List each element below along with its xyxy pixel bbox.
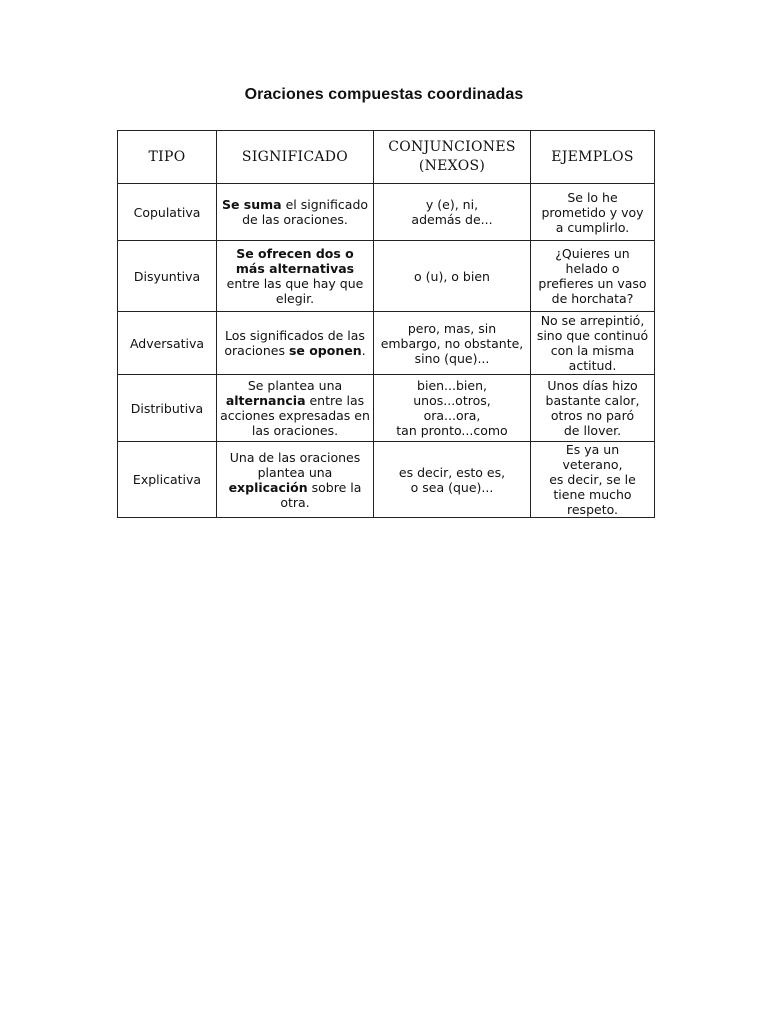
table-header-row <box>118 131 655 184</box>
header-conjunciones <box>374 131 531 184</box>
ejemplo-cell: No se arrepintió, sino que continuó con la misma actitud. <box>531 312 655 375</box>
significado-text: el significado de las oraciones. <box>242 197 369 227</box>
conjunciones-cell: pero, mas, sin embargo, no obstante, sino (que)... <box>374 312 531 375</box>
tipo-cell: Copulativa <box>118 184 217 241</box>
table-row-adversativa <box>118 312 655 375</box>
header-conjunciones-line1: CONJUNCIONES <box>388 139 516 155</box>
significado-text: entre las que hay que elegir. <box>226 276 364 306</box>
significado-text-pre: Se plantea una <box>247 378 343 393</box>
tipo-cell: Distributiva <box>118 375 217 442</box>
significado-cell <box>217 312 374 375</box>
page-title: Oraciones compuestas coordinadas <box>244 86 524 103</box>
ejemplo-cell: ¿Quieres un helado o prefieres un vaso de horchata? <box>531 241 655 312</box>
significado-bold: se oponen <box>288 343 362 358</box>
tipo-cell: Explicativa <box>118 442 217 518</box>
header-conjunciones-line2: (NEXOS) <box>418 158 486 174</box>
ejemplo-cell: Se lo he prometido y voy a cumplirlo. <box>531 184 655 241</box>
significado-text-pre: Los significados de las oraciones <box>224 328 365 358</box>
table-row-explicativa <box>118 442 655 518</box>
significado-cell <box>217 375 374 442</box>
conjunciones-cell: bien...bien, unos...otros, ora...ora, tan pronto...como <box>374 375 531 442</box>
table-row-disyuntiva <box>118 241 655 312</box>
significado-bold: explicación <box>228 479 308 495</box>
header-ejemplos: EJEMPLOS <box>531 131 655 184</box>
ejemplo-cell: Es ya un veterano, es decir, se le tiene mucho respeto. <box>531 442 655 518</box>
significado-bold: Se ofrecen dos o más alternativas <box>235 246 355 276</box>
significado-bold: alternancia <box>225 393 306 408</box>
coordinated-clauses-table <box>117 130 655 518</box>
table-row-distributiva <box>118 375 655 442</box>
ejemplo-cell: Unos días hizo bastante calor, otros no paró de llover. <box>531 375 655 442</box>
header-significado: SIGNIFICADO <box>217 131 374 184</box>
significado-text-post: entre las acciones expresadas en las oraciones. <box>220 393 370 438</box>
significado-text-pre: Una de las oraciones plantea una <box>229 449 361 480</box>
tipo-cell: Adversativa <box>118 312 217 375</box>
significado-cell <box>217 184 374 241</box>
significado-cell <box>217 442 374 518</box>
significado-text-post: sobre la otra. <box>280 479 362 510</box>
tipo-cell: Disyuntiva <box>118 241 217 312</box>
conjunciones-cell: es decir, esto es, o sea (que)... <box>374 442 531 518</box>
header-tipo: TIPO <box>118 131 217 184</box>
significado-cell <box>217 241 374 312</box>
significado-bold: Se suma <box>221 197 282 212</box>
conjunciones-cell: y (e), ni, además de... <box>374 184 531 241</box>
significado-text-post: . <box>361 343 366 358</box>
table-row-copulativa <box>118 184 655 241</box>
conjunciones-cell: o (u), o bien <box>374 241 531 312</box>
